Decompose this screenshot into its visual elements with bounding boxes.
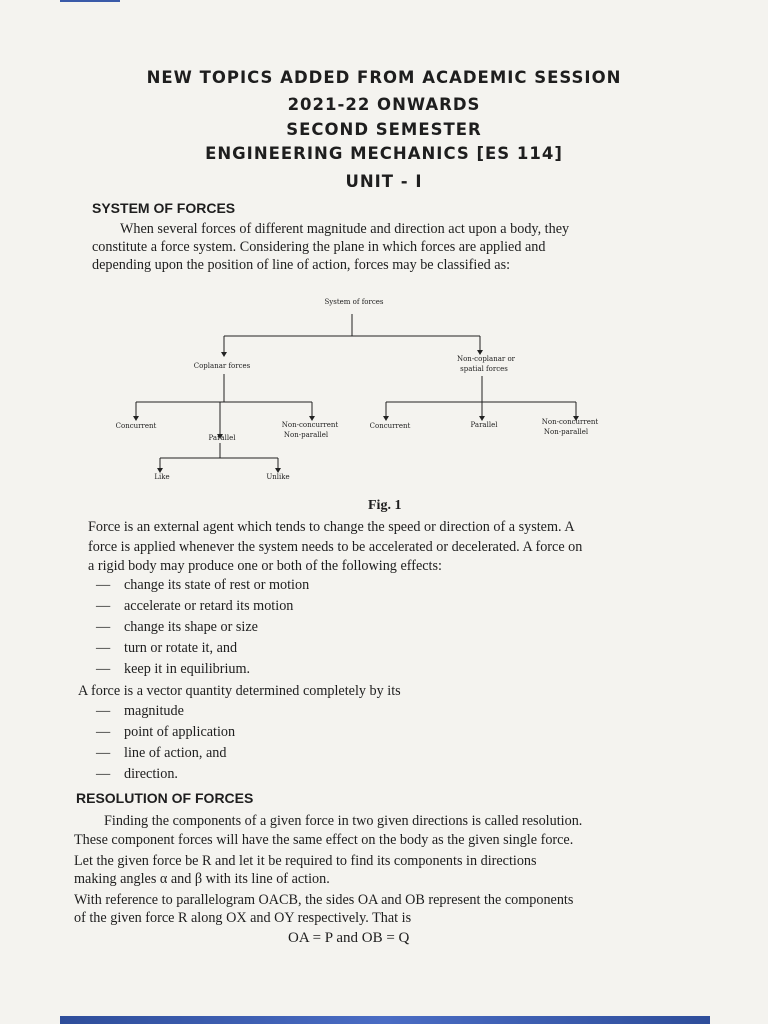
- node-noncoplanar-line2: spatial forces: [460, 365, 508, 373]
- node-nonconcurrent-coplanar-line1: Non-concurrent: [281, 421, 339, 429]
- node-nonconcurrent-spatial-line1: Non-concurrent: [541, 418, 599, 426]
- intro-line-1: When several forces of different magnitude and direction act upon a body, they: [120, 221, 570, 237]
- node-noncoplanar-line1: Non-coplanar or: [456, 355, 516, 363]
- scan-edge-top: [60, 0, 120, 2]
- node-parallel-spatial: Parallel: [470, 421, 498, 429]
- equation: OA = P and OB = Q: [288, 930, 410, 946]
- effect-item: — keep it in equilibrium.: [96, 661, 251, 677]
- section-title-resolution-of-forces: RESOLUTION OF FORCES: [76, 790, 254, 806]
- force-def-line-3: a rigid body may produce one or both of the following effects:: [88, 558, 442, 574]
- force-def-line-1: Force is an external agent which tends to change the speed or direction of a system. A: [88, 519, 575, 535]
- header-line-3: SECOND SEMESTER: [286, 120, 482, 139]
- resolution-line-1: Finding the components of a given force in two given directions is called resolution.: [104, 813, 583, 829]
- vector-item: — direction.: [96, 766, 178, 782]
- resolution-line-4: making angles α and β with its line of action.: [74, 871, 330, 887]
- scan-edge-bottom: [60, 1016, 710, 1024]
- node-coplanar-forces: Coplanar forces: [193, 362, 251, 370]
- force-def-line-2: force is applied whenever the system needs to be accelerated or decelerated. A force on: [88, 539, 583, 555]
- effect-item: — change its state of rest or motion: [96, 577, 310, 593]
- node-concurrent-coplanar: Concurrent: [115, 422, 157, 430]
- resolution-line-2: These component forces will have the same effect on the body as the given single force.: [74, 832, 574, 848]
- node-system-of-forces: System of forces: [324, 298, 384, 306]
- node-concurrent-spatial: Concurrent: [369, 422, 411, 430]
- vector-intro: A force is a vector quantity determined completely by its: [78, 683, 401, 699]
- header-line-1: NEW TOPICS ADDED FROM ACADEMIC SESSION: [146, 68, 622, 87]
- node-nonconcurrent-coplanar-line2: Non-parallel: [283, 431, 329, 439]
- unit-title: UNIT - I: [345, 172, 423, 191]
- intro-line-3: depending upon the position of line of action, forces may be classified as:: [92, 257, 511, 273]
- resolution-line-3: Let the given force be R and let it be required to find its components in directions: [74, 853, 537, 869]
- vector-item: — line of action, and: [96, 745, 227, 761]
- node-unlike: Unlike: [266, 473, 290, 481]
- force-classification-diagram: [0, 296, 768, 492]
- effect-item: — accelerate or retard its motion: [96, 598, 294, 614]
- section-title-system-of-forces: SYSTEM OF FORCES: [92, 200, 236, 216]
- effect-item: — change its shape or size: [96, 619, 258, 635]
- node-like: Like: [154, 473, 170, 481]
- effect-item: — turn or rotate it, and: [96, 640, 238, 656]
- vector-item: — magnitude: [96, 703, 184, 719]
- intro-line-2: constitute a force system. Considering the plane in which forces are applied and: [92, 239, 546, 255]
- vector-item: — point of application: [96, 724, 236, 740]
- header-line-2: 2021-22 ONWARDS: [287, 95, 481, 114]
- resolution-line-6: of the given force R along OX and OY respectively. That is: [74, 910, 412, 926]
- resolution-line-5: With reference to parallelogram OACB, the sides OA and OB represent the components: [74, 892, 574, 908]
- node-parallel-coplanar: Parallel: [208, 434, 236, 442]
- node-nonconcurrent-spatial-line2: Non-parallel: [543, 428, 589, 436]
- figure-caption: Fig. 1: [368, 498, 402, 513]
- header-line-4: ENGINEERING MECHANICS [ES 114]: [205, 144, 563, 163]
